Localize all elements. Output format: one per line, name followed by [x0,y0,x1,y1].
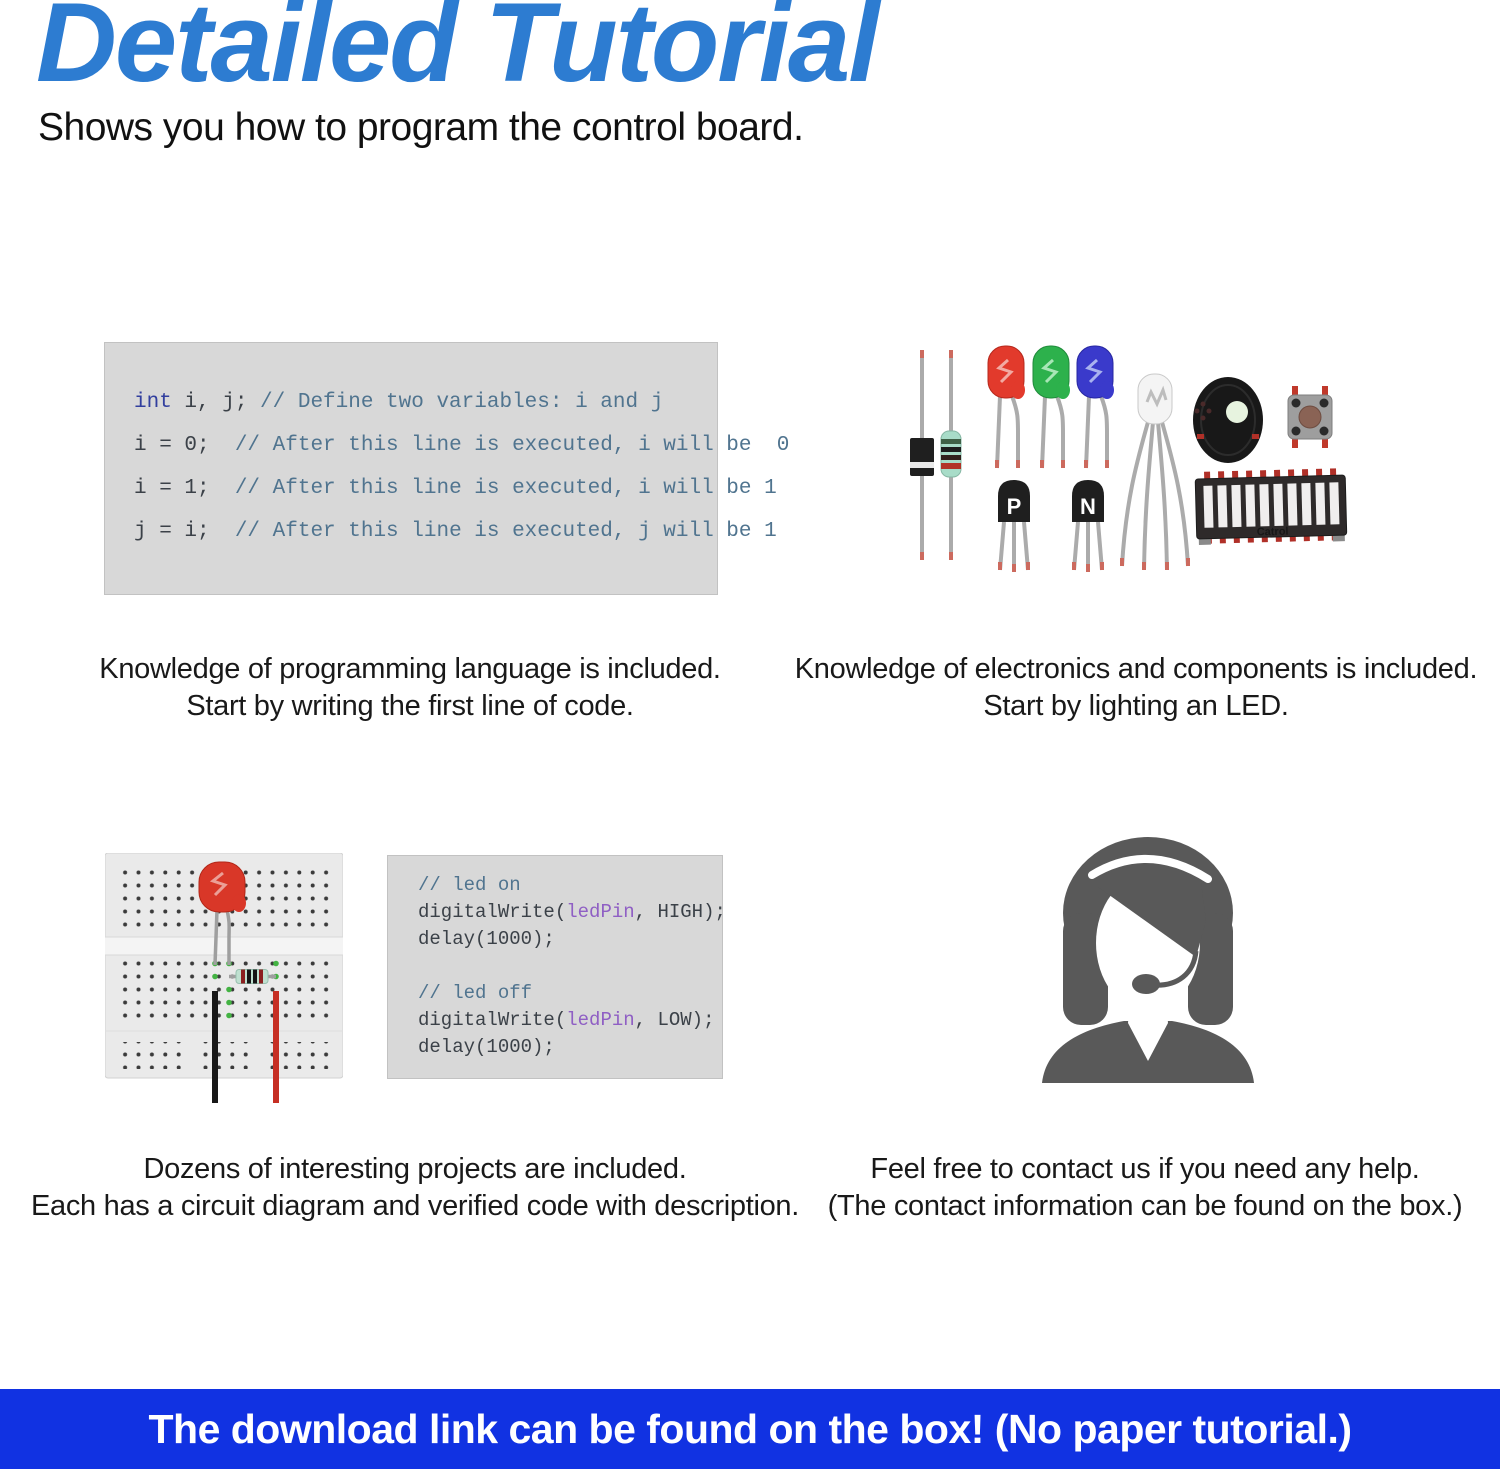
caption-programming-line2: Start by writing the first line of code. [186,690,634,722]
caption-support-line2: (The contact information can be found on the box.) [827,1190,1463,1222]
caption-projects [10,1151,820,1225]
caption-electronics-line2: Start by lighting an LED. [983,690,1289,722]
buzzer-icon [1193,377,1263,463]
support-agent-icon [1028,833,1268,1083]
rgb-led-icon [1122,374,1188,570]
transistor-n-icon [1072,480,1104,572]
svg-text:P: P [1006,494,1022,519]
led-red-icon [988,346,1025,468]
transistor-p-icon [998,480,1030,572]
push-button-icon [1288,386,1332,448]
caption-electronics [780,651,1492,725]
svg-text:N: N [1080,494,1096,519]
led-blue-icon [1077,346,1114,468]
page-title: Detailed Tutorial [36,0,878,105]
caption-programming [50,651,770,725]
diode-illustration [910,350,934,560]
page-subtitle: Shows you how to program the control board. [38,106,804,149]
download-banner: The download link can be found on the box! (No paper tutorial.) [0,1389,1500,1469]
caption-projects-line1: Dozens of interesting projects are included. [143,1153,687,1185]
code-block-variables: int i, j; // Define two variables: i and j i = 0; // After this line is executed, i will be 0 i = 1; // After this line is executed, i will be 1 j = i; // After this line is executed, j will be 1 [104,342,718,595]
caption-electronics-line1: Knowledge of electronics and components is included. [794,653,1478,685]
code-block-blink: // led on digitalWrite(ledPin, HIGH); delay(1000); // led off digitalWrite(ledPin, LOW); delay(1000); [387,855,723,1079]
resistor-illustration [941,350,961,560]
caption-support [795,1151,1495,1225]
caption-projects-line2: Each has a circuit diagram and verified code with description. [30,1190,800,1222]
breadboard-illustration [105,853,343,1105]
svg-text:Catrol: Catrol [1256,525,1289,539]
caption-support-line1: Feel free to contact us if you need any help. [870,1153,1420,1185]
caption-programming-line1: Knowledge of programming language is included. [99,653,721,685]
led-bar-graph-icon [1195,468,1347,545]
components-illustration [900,338,1380,588]
led-green-icon [1033,346,1070,468]
